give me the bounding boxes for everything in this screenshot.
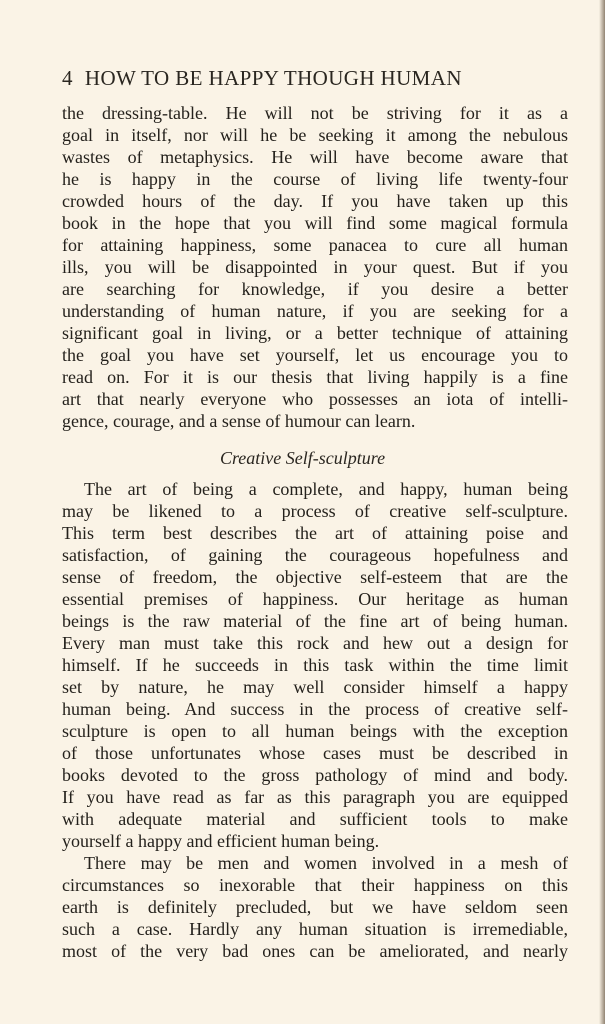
text-line: the goal you have set yourself, let us encourage you to: [62, 345, 568, 365]
text-line: wastes of metaphysics. He will have become aware that: [62, 147, 568, 167]
text-line: goal in itself, nor will he be seeking it among the nebulous: [62, 125, 568, 145]
text-line: of those unfortunates whose cases must be described in: [62, 743, 568, 763]
text-line: The art of being a complete, and happy, human being: [84, 479, 568, 499]
text-line: circumstances so inexorable that their happiness on this: [62, 875, 568, 895]
page-edge-shadow: [599, 0, 605, 1024]
text-line: sense of freedom, the objective self-esteem that are the: [62, 567, 568, 587]
paragraph-2: [62, 478, 568, 852]
page-number: 4: [62, 66, 73, 90]
text-line: may be likened to a process of creative self-sculpture.: [62, 501, 568, 521]
text-line: Every man must take this rock and hew out a design for: [62, 633, 568, 653]
text-line: yourself a happy and efficient human being.: [62, 831, 380, 851]
text-line: books devoted to the gross pathology of mind and body.: [62, 765, 568, 785]
text-line: with adequate material and sufficient tools to make: [62, 809, 568, 829]
text-line: sculpture is open to all human beings with the exception: [62, 721, 568, 741]
text-line: book in the hope that you will find some magical formula: [62, 213, 568, 233]
text-line: art that nearly everyone who possesses an iota of intelli-: [62, 389, 568, 409]
paragraph-1: [62, 102, 568, 432]
text-line: himself. If he succeeds in this task within the time limit: [62, 655, 568, 675]
text-line: human being. And success in the process of creative self-: [62, 699, 568, 719]
text-line: beings is the raw material of the fine art of being human.: [62, 611, 568, 631]
text-line: the dressing-table. He will not be striving for it as a: [62, 103, 568, 123]
text-line: ills, you will be disappointed in your quest. But if you: [62, 257, 568, 277]
section-heading: Creative Self-sculpture: [219, 448, 386, 468]
text-line: If you have read as far as this paragraph you are equipped: [62, 787, 568, 807]
text-line: satisfaction, of gaining the courageous hopefulness and: [62, 545, 568, 565]
text-line: set by nature, he may well consider himself a happy: [62, 677, 568, 697]
text-line: This term best describes the art of attaining poise and: [62, 523, 568, 543]
text-line: read on. For it is our thesis that living happily is a fine: [62, 367, 568, 387]
text-line: essential premises of happiness. Our heritage as human: [62, 589, 568, 609]
paragraph-3: [62, 852, 568, 962]
running-title: HOW TO BE HAPPY THOUGH HUMAN: [84, 66, 462, 90]
text-line: significant goal in living, or a better technique of attaining: [62, 323, 568, 343]
text-line: he is happy in the course of living life twenty-four: [62, 169, 568, 189]
text-line: for attaining happiness, some panacea to cure all human: [62, 235, 568, 255]
text-line: most of the very bad ones can be ameliorated, and nearly: [62, 941, 568, 961]
text-line: gence, courage, and a sense of humour can learn.: [62, 411, 416, 431]
running-header: [62, 66, 462, 91]
text-line: earth is definitely precluded, but we have seldom seen: [62, 897, 568, 917]
text-line: such a case. Hardly any human situation is irremediable,: [62, 919, 568, 939]
text-line: are searching for knowledge, if you desire a better: [62, 279, 568, 299]
text-line: crowded hours of the day. If you have taken up this: [62, 191, 568, 211]
text-line: There may be men and women involved in a mesh of: [84, 853, 568, 873]
text-line: understanding of human nature, if you are seeking for a: [62, 301, 568, 321]
